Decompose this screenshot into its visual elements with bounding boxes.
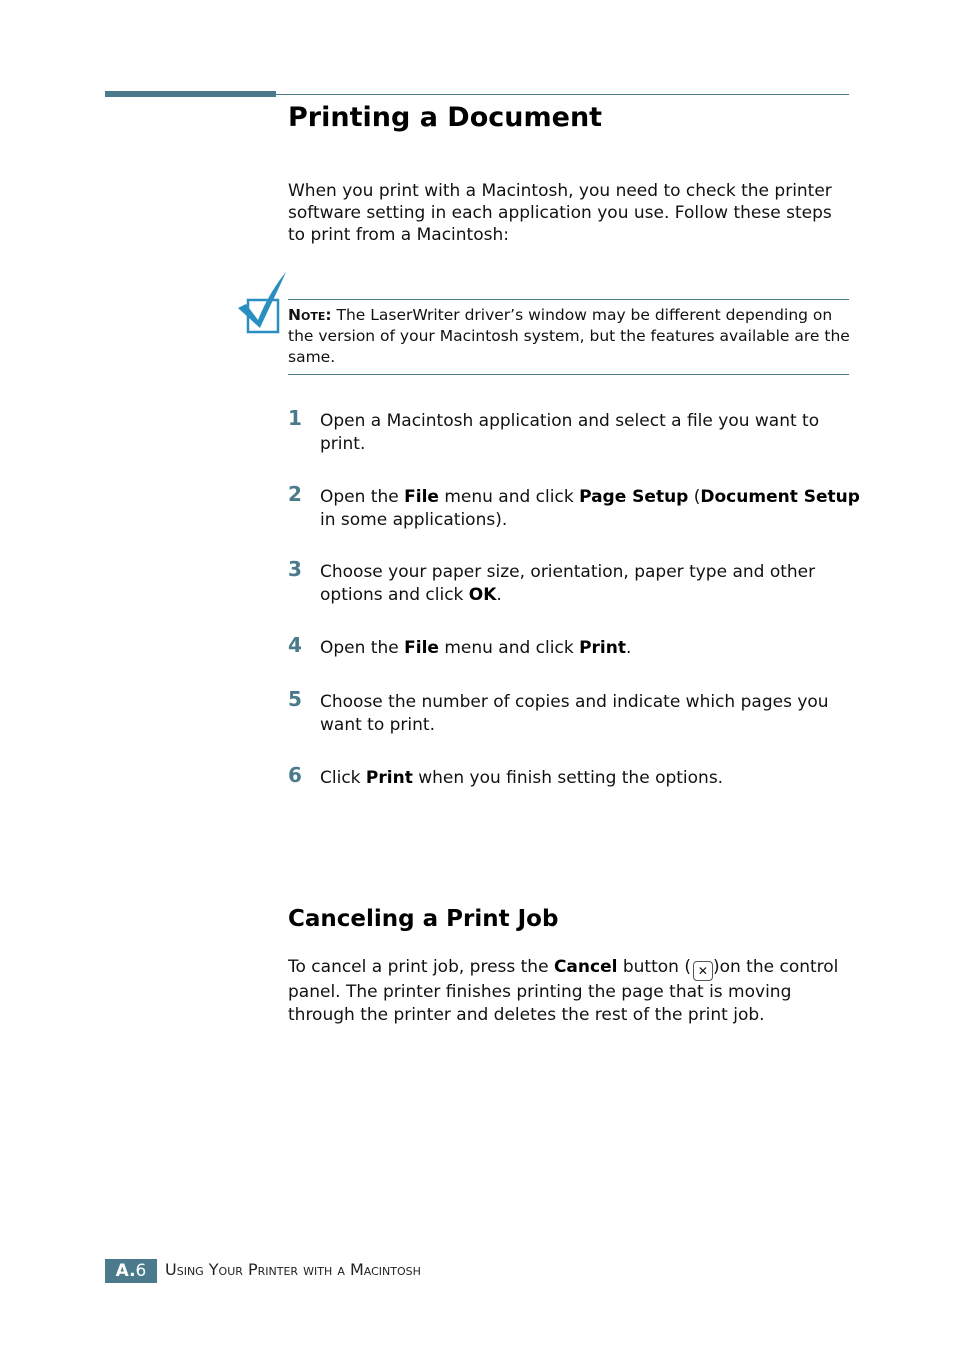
step-text: Open the File menu and click Print. xyxy=(320,638,632,658)
step-text: Open a Macintosh application and select a file you want to print. xyxy=(320,411,820,454)
note-block xyxy=(288,305,853,368)
chapter-label: A. xyxy=(115,1261,136,1281)
intro-paragraph: When you print with a Macintosh, you need to check the printer software setting in each application you use. Follow these steps to print from a Macintosh: xyxy=(288,181,832,245)
step-text: Open the File menu and click Page Setup (Document Setup in some applications). xyxy=(320,487,860,530)
step-number: 3 xyxy=(288,557,302,581)
step-text: Choose the number of copies and indicate which pages you want to print. xyxy=(320,692,829,735)
note-rule-top xyxy=(288,299,849,300)
step-text: Choose your paper size, orientation, paper type and other options and click OK. xyxy=(320,562,816,605)
checkmark-note-icon xyxy=(236,270,290,336)
note-text: The LaserWriter driver’s window may be different depending on the version of your Macintosh system, but the features available are the same. xyxy=(288,306,850,366)
print-ref: Print xyxy=(365,768,413,788)
footer-chapter-title: Using Your Printer with a Macintosh xyxy=(165,1260,421,1279)
step-number: 5 xyxy=(288,687,302,711)
menu-file-ref: File xyxy=(404,487,439,507)
header-rule-thick xyxy=(105,91,276,97)
page-number: 6 xyxy=(135,1261,147,1281)
note-rule-bottom xyxy=(288,374,849,375)
note-label: Note: xyxy=(288,306,332,324)
step-number: 1 xyxy=(288,406,302,430)
cancel-ref: Cancel xyxy=(553,957,618,977)
ok-button-ref: OK xyxy=(468,585,497,605)
step-number: 2 xyxy=(288,482,302,506)
document-setup-ref: Document Setup xyxy=(700,487,860,507)
page-number-badge xyxy=(105,1259,157,1283)
header-rule-thin xyxy=(276,94,849,95)
section-title-canceling: Canceling a Print Job xyxy=(288,906,559,932)
cancel-paragraph: To cancel a print job, press the Cancel button ( ✕ )on the control panel. The printer finishes printing the page that is moving through the printer and deletes the rest of the print job. xyxy=(288,957,839,1025)
cancel-button-icon: ✕ xyxy=(693,961,713,981)
print-ref: Print xyxy=(579,638,626,658)
menu-file-ref: File xyxy=(404,638,439,658)
step-number: 6 xyxy=(288,763,302,787)
step-text: Click Print when you finish setting the options. xyxy=(320,768,724,788)
step-number: 4 xyxy=(288,633,302,657)
page-setup-ref: Page Setup xyxy=(579,487,689,507)
page-title: Printing a Document xyxy=(288,102,603,133)
